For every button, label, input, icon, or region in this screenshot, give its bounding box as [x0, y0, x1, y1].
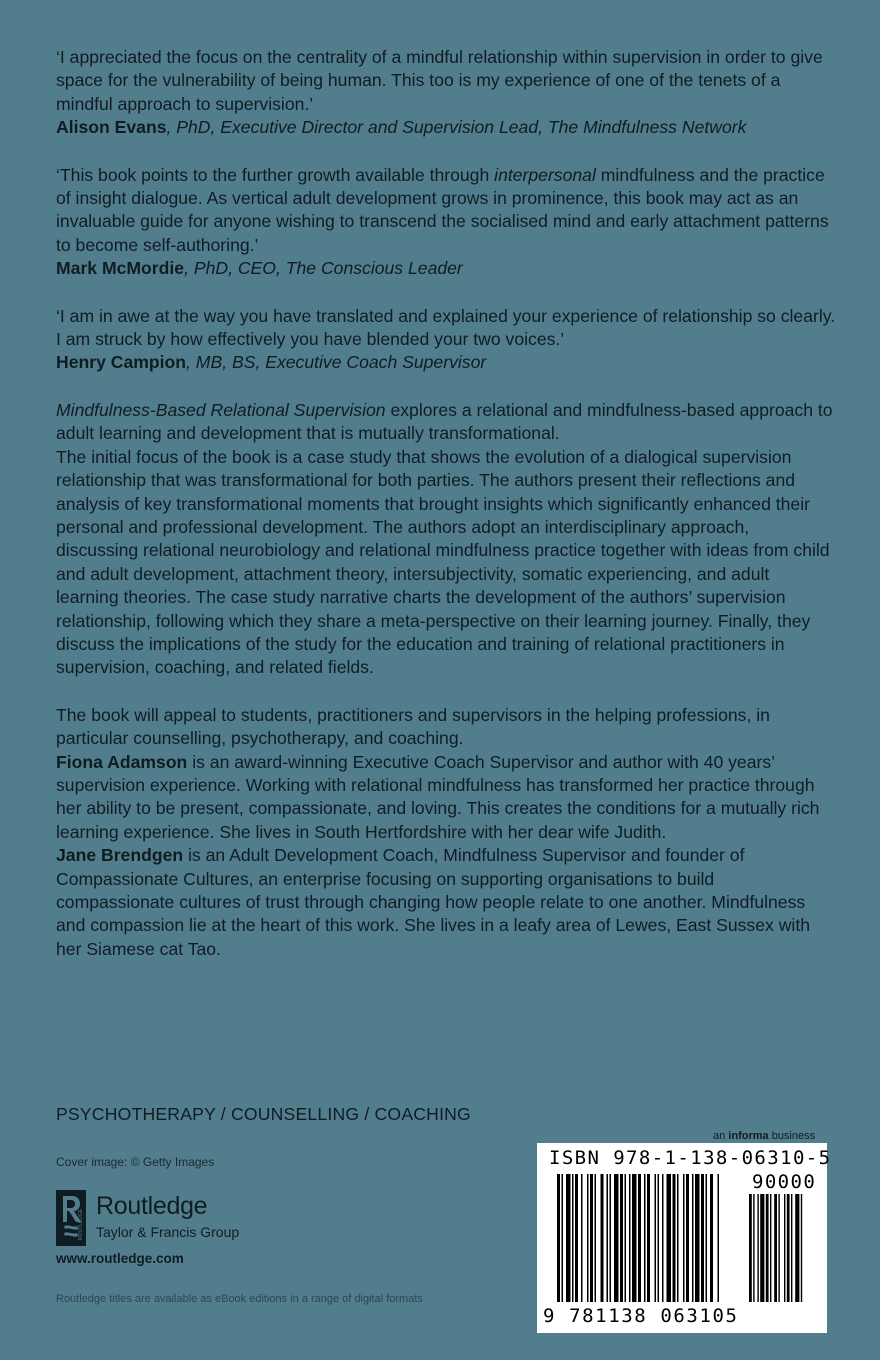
isbn-label: ISBN 978-1-138-06310-5 [549, 1147, 832, 1169]
endorsement-attribution [56, 116, 836, 139]
ebook-note: Routledge titles are available as eBook editions in a range of digital formats [56, 1293, 423, 1305]
endorser-name: Alison Evans [56, 117, 167, 138]
publisher-group: Taylor & Francis Group [96, 1224, 240, 1240]
author-bio-text: is an Adult Development Coach, Mindfulness Supervisor and founder of Compassionate Cultures, an enterprise focusing on supporting organisations to build compassionate cultures of trust through changing how people relate to one another. Mindfulness and compassion lie at the heart of this work. She lives in a leafy area of Lewes, East Sussex with her Siamese cat Tao. [56, 845, 810, 959]
publisher-name: Routledge [96, 1192, 208, 1220]
subject-category: PSYCHOTHERAPY / COUNSELLING / COACHING [56, 1104, 471, 1124]
ean-digits: 9 781138 063105 [543, 1305, 739, 1327]
barcode-panel [537, 1143, 832, 1333]
endorsement-1 [56, 46, 836, 140]
author-name: Jane Brendgen [56, 845, 184, 866]
endorsement-3 [56, 305, 836, 375]
endorsement-quote: ‘I appreciated the focus on the centrality of a mindful relationship within supervision in order to give space for the vulnerability of being human. This too is my experience of one of the tenets of a mindful approach to supervision.’ [56, 47, 823, 114]
book-description [56, 399, 836, 680]
endorsement-attribution [56, 257, 836, 280]
cover-credit: Cover image: © Getty Images [56, 1155, 215, 1169]
publisher-logo [56, 1190, 296, 1246]
logo-vertical-text: ROUTLEDGE [78, 1208, 84, 1240]
author-name: Fiona Adamson [56, 751, 188, 772]
quote-text: ‘This book points to the further growth available through [56, 164, 495, 185]
quote-text: mindfulness and the practice of insight dialogue. As vertical adult development grows in prominence, this book may act as an invaluable guide for anyone wishing to transcend the socialised mind and early attachment patterns to become self-authoring.’ [56, 164, 829, 255]
endorser-name: Henry Campion [56, 352, 187, 373]
informa-prefix: an [713, 1130, 729, 1142]
endorsement-2 [56, 164, 836, 281]
audience-statement: The book will appeal to students, practitioners and supervisors in the helping professions, in particular counselling, psychotherapy, and coaching. [56, 704, 770, 749]
intro-text: explores a relational and mindfulness-based approach to adult learning and development that is mutually transformational. [56, 399, 833, 444]
author-bio-2 [56, 844, 836, 961]
informa-suffix: business [768, 1130, 816, 1142]
endorsement-quote: ‘I am in awe at the way you have translated and explained your experience of relationship so clearly. I am struck by how effectively you have blended your two voices.’ [56, 305, 836, 350]
endorser-title: , MB, BS, Executive Coach Supervisor [186, 352, 487, 373]
endorser-title: , PhD, Executive Director and Supervision Lead, The Mindfulness Network [166, 117, 747, 138]
description-intro [56, 399, 836, 446]
book-title: Mindfulness-Based Relational Supervision [56, 399, 386, 420]
barcode-icon [557, 1174, 813, 1306]
routledge-logo-icon [56, 1190, 86, 1246]
endorser-name: Mark McMordie [56, 258, 185, 279]
endorsement-quote [56, 164, 836, 258]
publisher-website[interactable]: www.routledge.com [56, 1251, 184, 1266]
description-body: The initial focus of the book is a case study that shows the evolution of a dialogical supervision relationship that was transformational for both parties. The authors present their reflections and analysis of key transformational moments that brought insights which significantly enhanced their personal and professional development. The authors adopt an interdisciplinary approach, discussing relational neurobiology and relational mindfulness practice together with ideas from child and adult development, attachment theory, intersubjectivity, somatic experiencing, and adult learning theories. The case study narrative charts the development of the authors’ supervision relationship, following which they share a meta-perspective on their learning journey. Finally, they discuss the implications of the study for the education and training of relational practitioners in supervision, coaching, and related fields. [56, 446, 830, 678]
informa-tagline [713, 1130, 815, 1142]
quote-emphasis: interpersonal [494, 164, 596, 185]
informa-wordmark: informa [728, 1130, 769, 1142]
price-addon: 90000 [752, 1171, 817, 1193]
endorser-title: , PhD, CEO, The Conscious Leader [184, 258, 463, 279]
author-bio-1 [56, 751, 836, 845]
author-bio-text: is an award-winning Executive Coach Supervisor and author with 40 years’ supervision experience. Working with relational mindfulness has transformed her practice through her ability to be present, compassionate, and loving. This creates the conditions for a mutually rich learning experience. She lives in South Hertfordshire with her dear wife Judith. [56, 751, 820, 842]
endorsement-attribution [56, 351, 836, 374]
back-cover-text [56, 46, 836, 961]
